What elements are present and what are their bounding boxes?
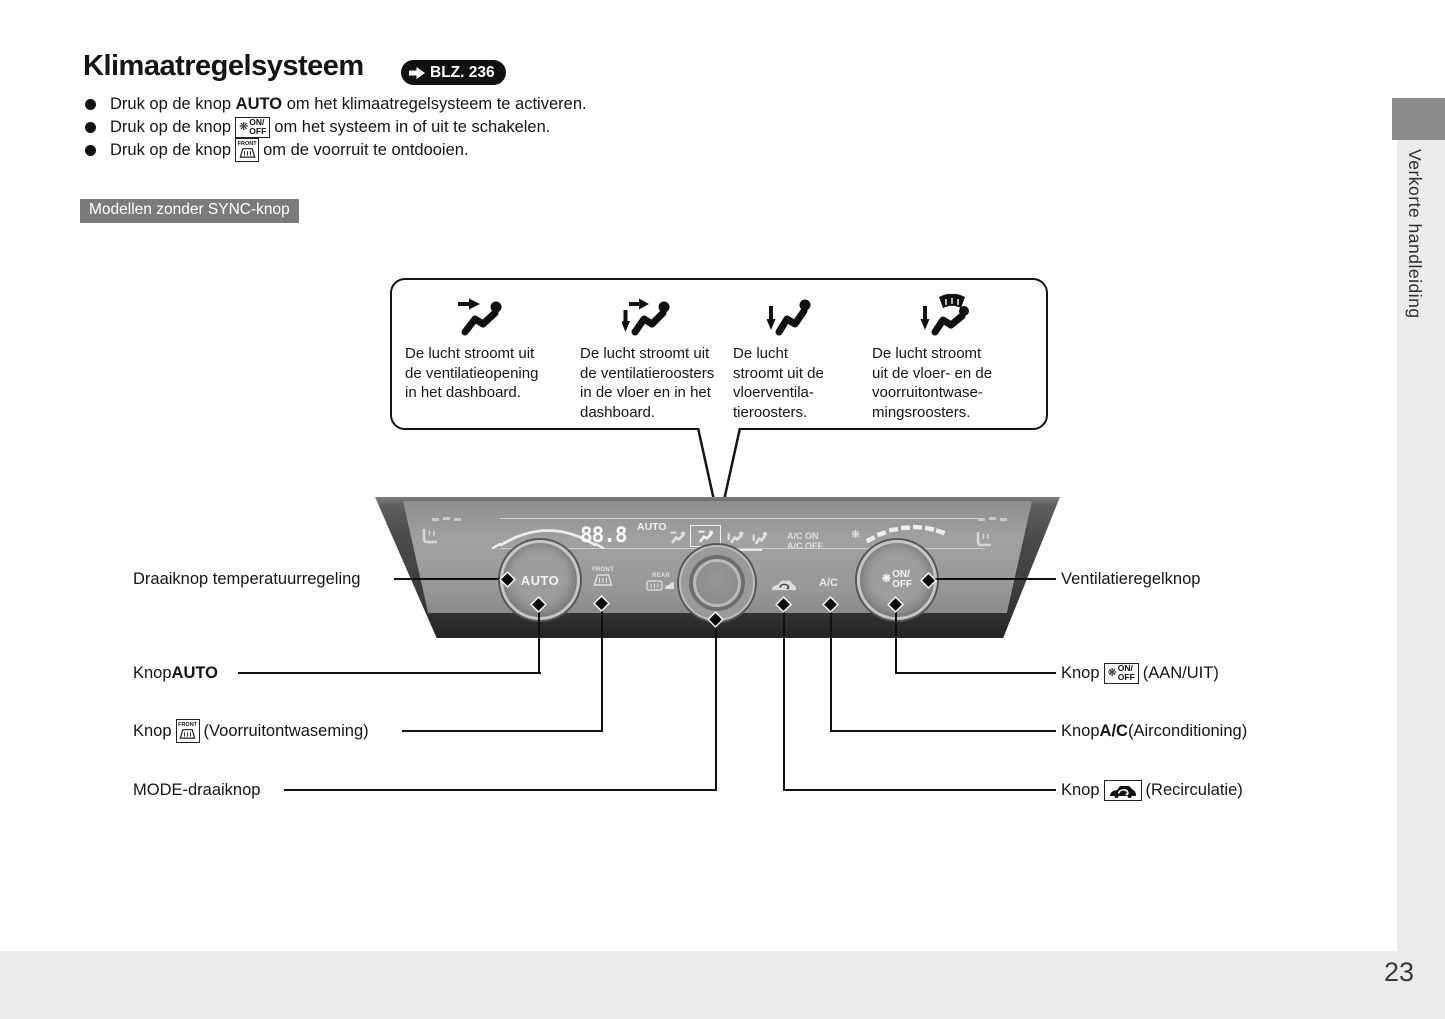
- bullet-text: om het klimaatregelsysteem te activeren.: [282, 94, 587, 113]
- callout-text: in de vloer en in het: [580, 384, 711, 401]
- recirculation-car-icon: [1108, 783, 1138, 798]
- recirculation-button: [770, 578, 798, 592]
- label-mode-knob: MODE-draaiknop: [133, 780, 261, 799]
- recirculation-button-icon: [1104, 780, 1142, 801]
- display-auto-indicator: AUTO: [637, 521, 667, 533]
- bullet-text: Druk op de knop: [110, 94, 236, 113]
- callout-text: uit de vloer- en de: [872, 364, 993, 382]
- callout-text: dashboard.: [580, 403, 656, 421]
- bullet-item: [85, 92, 587, 116]
- bullet-icon: [85, 122, 96, 133]
- mode-knob: [679, 545, 755, 621]
- auto-knob: AUTO: [500, 540, 580, 620]
- leader-line: [394, 578, 510, 580]
- airflow-floor-icon: [733, 292, 847, 338]
- arrow-right-icon: [408, 66, 426, 80]
- indicator-ticks: [978, 516, 1010, 523]
- leader-line: [930, 578, 1056, 580]
- callout-text: De lucht stroomt uit: [405, 345, 535, 362]
- callout-text: De lucht stroomt: [872, 345, 982, 362]
- chapter-tab: [1392, 98, 1445, 140]
- bullet-text: om het systeem in of uit te schakelen.: [274, 117, 551, 136]
- seat-heater-icon: [975, 531, 994, 548]
- rear-defrost-icon: [646, 579, 676, 592]
- leader-line: [238, 672, 541, 674]
- mode-vent-indicator-icon: [669, 530, 687, 544]
- fan-on-off-button-icon: ❋ ON/ OFF: [1104, 663, 1139, 684]
- callout-item: [405, 292, 557, 403]
- callout-text: stroomt uit de: [733, 364, 824, 382]
- leader-line: [831, 730, 1056, 732]
- bullet-bold-text: AUTO: [235, 94, 283, 113]
- bullet-text: Druk op de knop: [110, 140, 232, 159]
- windshield-defrost-icon: [239, 147, 256, 158]
- ac-off-indicator: A/C OFF: [787, 541, 823, 551]
- fan-icon: ❋: [881, 573, 892, 586]
- leader-line: [830, 604, 832, 732]
- airflow-floor-windshield-icon: [872, 292, 1020, 338]
- callout-text: De lucht stroomt uit: [580, 345, 710, 362]
- fan-on-off-knob: ❋ ON/ OFF: [857, 540, 937, 620]
- front-defrost-button-icon: FRONT: [235, 138, 259, 162]
- callout-item: [733, 292, 847, 422]
- leader-line: [284, 789, 717, 791]
- leader-line: [538, 604, 540, 674]
- callout-text: voorruitontwase-: [872, 384, 983, 401]
- leader-line: [784, 789, 1056, 791]
- leader-line: [896, 672, 1056, 674]
- leader-line: [601, 603, 603, 732]
- callout-text: in het dashboard.: [405, 384, 521, 401]
- front-defrost-button-icon: FRONT: [176, 719, 200, 743]
- label-auto-button: Knop AUTO: [133, 663, 218, 682]
- callout-text: tieroosters.: [733, 403, 808, 421]
- mode-knob-inner: [693, 559, 741, 607]
- airflow-floor-dashboard-icon: [580, 292, 716, 338]
- label-temperature-knob: Draaiknop temperatuurregeling: [133, 569, 361, 588]
- rear-defrost-button: REAR: [639, 573, 683, 597]
- section-tag: Modellen zonder SYNC-knop: [80, 199, 299, 223]
- bullet-icon: [85, 145, 96, 156]
- callout-text: mingsroosters.: [872, 403, 971, 421]
- label-ac-button: Knop A/C (Airconditioning): [1061, 721, 1248, 740]
- mode-floor-indicator-icon: [751, 531, 769, 545]
- callout-text: vloerventila-: [733, 384, 814, 401]
- bullet-item: [85, 115, 550, 139]
- ac-on-indicator: A/C ON: [787, 531, 819, 541]
- callout-text: de ventilatieopening: [405, 364, 539, 382]
- callout-item: [580, 292, 716, 422]
- temperature-readout: 88.8: [580, 523, 627, 547]
- mode-vent-active-icon: [697, 529, 715, 543]
- label-recirculation-button: Knop (Recirculatie): [1061, 780, 1243, 799]
- fan-icon: ❋: [1107, 666, 1117, 679]
- bullet-item: [85, 138, 469, 162]
- leader-line: [895, 604, 897, 674]
- indicator-ticks: [432, 516, 464, 523]
- bullet-icon: [85, 99, 96, 110]
- ac-button: A/C: [819, 577, 838, 589]
- leader-line: [715, 619, 717, 791]
- airflow-dashboard-icon: [405, 292, 557, 338]
- windshield-defrost-icon: [593, 573, 613, 586]
- label-front-defrost-button: Knop FRONT (Voorruitontwaseming): [133, 718, 369, 744]
- callout-text: De lucht: [733, 345, 789, 362]
- chapter-tab-label: Verkorte handleiding: [1405, 149, 1425, 319]
- page-number: 23: [1383, 957, 1414, 987]
- callout-item: [872, 292, 1020, 422]
- callout-text: de ventilatieroosters: [580, 364, 715, 382]
- bullet-text: om de voorruit te ontdooien.: [263, 140, 469, 159]
- seat-heater-icon: [421, 528, 440, 545]
- label-fan-knob: Ventilatieregelknop: [1061, 569, 1201, 588]
- page-title: Klimaatregelsysteem: [83, 50, 364, 82]
- page-ref-text: BLZ. 236: [430, 63, 495, 81]
- mode-bilevel-indicator-icon: [727, 530, 745, 544]
- fan-icon: ❋: [851, 529, 861, 541]
- fan-on-off-button-icon: ❋ ON/ OFF: [235, 117, 270, 138]
- windshield-defrost-icon: [179, 728, 196, 739]
- page-ref-badge: [401, 60, 506, 85]
- fan-icon: ❋: [239, 120, 249, 133]
- footer-band: [0, 951, 1445, 1019]
- bullet-text: Druk op de knop: [110, 117, 232, 136]
- label-on-off-button: Knop ❋ ON/ OFF (AAN/UIT): [1061, 663, 1219, 682]
- mode-active-box: [690, 525, 721, 547]
- leader-line: [402, 730, 603, 732]
- front-defrost-button: FRONT: [585, 567, 621, 591]
- leader-line: [783, 604, 785, 791]
